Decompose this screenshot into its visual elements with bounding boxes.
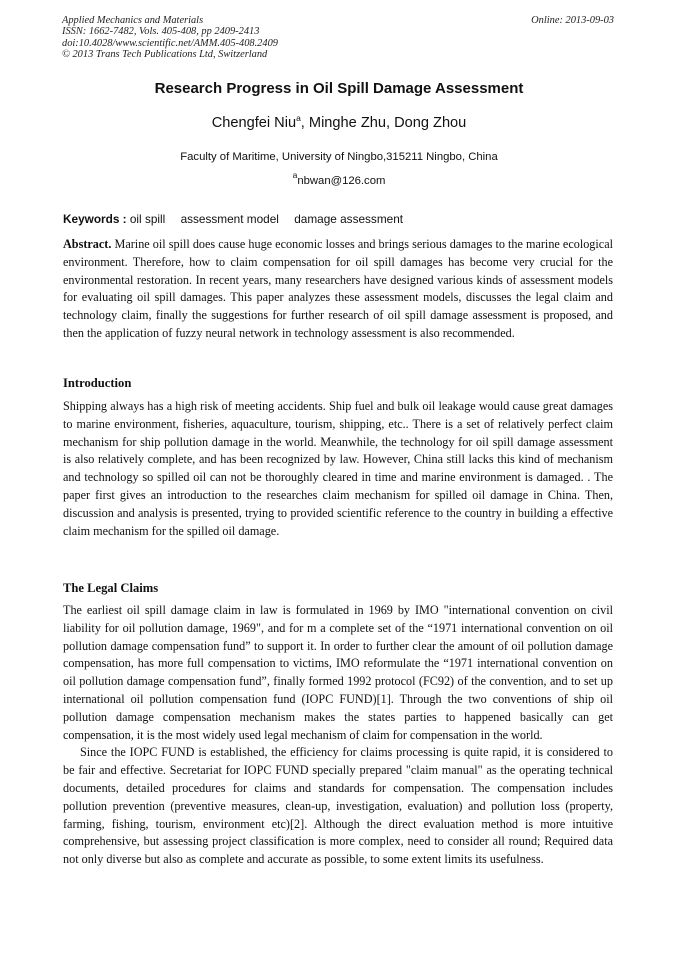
keywords-label: Keywords : (63, 212, 127, 226)
introduction-paragraph (63, 398, 613, 540)
author-rest: , Minghe Zhu, Dong Zhou (300, 115, 467, 131)
email-affil-mark: a (292, 170, 298, 180)
abstract (63, 236, 613, 343)
online-date: Online: 2013-09-03 (531, 15, 614, 26)
introduction-text: Shipping always has a high risk of meeting accidents. Ship fuel and bulk oil leakage would cause great damages to marine environment, fisheries, aquaculture, tourism, shipping, etc.. There is a set of relatively perfect claim mechanism for ship pollution damage in the world. Meanwhile, the technology for oil spill damage assessment is also relatively complete, and has been recognized by law. However, China still lacks this kind of mechanism and technology so spilled oil can not be thoroughly cleared in time and marine environment is damaged. . The paper first gives an introduction to the researches claim mechanism for spilled oil damage in China. Then, discussion and analysis is presented, trying to provided scientific reference to the country in building a effective claim mechanism for the spilled oil damage. (63, 399, 613, 538)
legal-claims-paragraph-1: The earliest oil spill damage claim in law is formulated in 1969 by IMO "international convention on civil liability for oil pollution damage, 1969", and for m a complete set of the “1971 international convention on oil pollution damage compensation fund” to support it. In order to further clear the amount of oil pollution damage compensation, has more full compensation to victims, IMO reformulate the “1971 international convention on oil pollution damage compensation fund”, finally formed 1992 protocol (FC92) of the convention, and to set up international oil pollution compensation fund (IOPC FUND)[1]. Through the two conventions of ship oil pollution damage compensation mechanism makes the states parties to happened basically can get compensation, it is the most widely used legal mechanism of claim for compensation in the world. (63, 603, 613, 742)
author-first-affil-mark: a (296, 113, 301, 123)
keywords-line (63, 211, 623, 227)
author-first: Chengfei Niu (211, 115, 297, 131)
journal-header (62, 15, 614, 61)
legal-claims-paragraph-2: Since the IOPC FUND is established, the efficiency for claims processing is quite rapid, it is considered to be fair and effective. Secretariat for IOPC FUND specially prepared "claim manual" as the operating technical documents, detailed procedures for claims and standards for compensation. The compensation includes pollution prevention (preventive measures, clean-up, investigation, evaluation) and pollution loss (property, farming, fishing, tourism, environment etc)[2]. Although the direct evaluation method is more intuitive comprehensive, but assessing project classification is more complex, need to consider all round; Required data not only diverse but also as complete and accurate as possible, to some extent limits its usefulness. (63, 745, 613, 867)
paper-title: Research Progress in Oil Spill Damage Assessment (154, 80, 524, 97)
keyword-item: oil spill (129, 212, 166, 226)
email-address[interactable]: nbwan@126.com (297, 175, 386, 187)
abstract-label: Abstract. (63, 237, 112, 251)
copyright-line: © 2013 Trans Tech Publications Ltd, Switzerland (62, 49, 268, 61)
keyword-item: assessment model (180, 212, 279, 226)
abstract-text: Marine oil spill does cause huge economic losses and brings serious damages to the marine ecological environment. Therefore, how to claim compensation for oil spill damages has become very crucial for the environmental restoration. In recent years, many researchers have designed various kinds of assessment models for evaluating oil spill damages. This paper analyzes these assessment models, discusses the legal claim and technology claim, finally the suggestions for further research of oil spill damage assessment is proposed, and then the application of fuzzy neural network in technology assessment is also recommended. (63, 237, 613, 340)
doi-line: doi:10.4028/www.scientific.net/AMM.405-408.2409 (62, 37, 278, 49)
affiliation: Faculty of Maritime, University of Ningbo,315211 Ningbo, China (180, 151, 498, 163)
section-heading-legal-claims: The Legal Claims (63, 581, 159, 595)
section-heading-introduction: Introduction (63, 376, 132, 390)
author-list (0, 113, 678, 133)
legal-claims-body (63, 602, 613, 869)
journal-name: Applied Mechanics and Materials (62, 15, 204, 26)
issn-line: ISSN: 1662-7482, Vols. 405-408, pp 2409-2413 (62, 26, 260, 38)
email-line (0, 170, 678, 189)
keyword-item: damage assessment (294, 212, 404, 226)
